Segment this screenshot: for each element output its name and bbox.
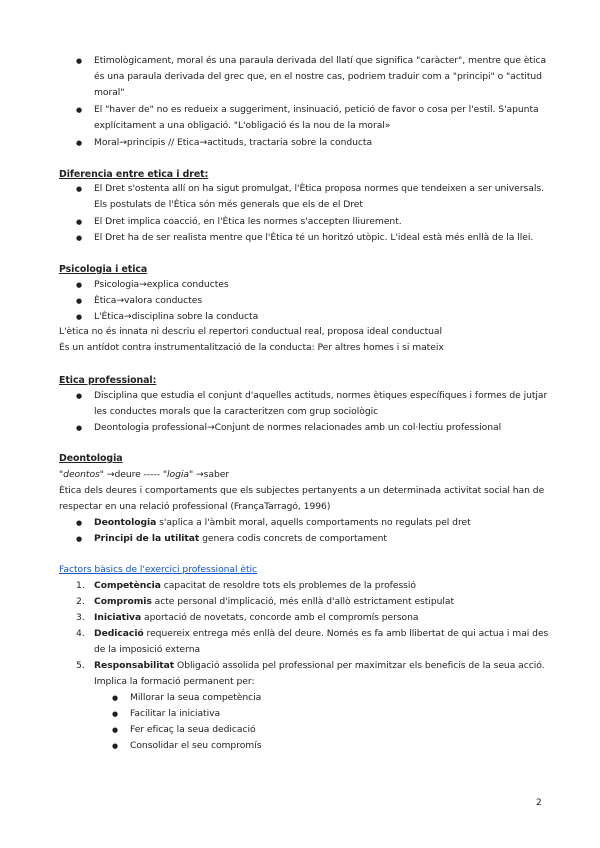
list-item <box>94 660 545 672</box>
bullet-icon: ● <box>76 234 83 242</box>
list-item-continuation: de la imposició externa <box>94 644 201 655</box>
list-number: 5. <box>76 660 85 671</box>
paragraph-line <box>94 517 471 529</box>
list-number: 4. <box>76 628 85 639</box>
etymology-deontos: "deontos" <box>59 469 104 480</box>
list-item-continuation: Implica la formació permanent per: <box>94 676 255 687</box>
bullet-icon: ● <box>76 281 83 289</box>
bullet-icon: ● <box>76 297 83 305</box>
bold-term: Compromis <box>94 596 152 607</box>
paragraph-line: Moral→principis // Etica→actituds, tractaria sobre la conducta <box>94 137 373 148</box>
term-description: aportació de novetats, concorde amb el compromís persona <box>141 612 419 623</box>
list-number: 3. <box>76 612 85 623</box>
paragraph-line: El Dret ha de ser realista mentre que l'Ètica té un horitzó utòpic. L'ideal està més enllà de la llei. <box>94 232 534 243</box>
paragraph-line: respectar en una relació professional (FrançaTarragó, 1996) <box>59 501 331 512</box>
bullet-icon: ● <box>76 424 83 432</box>
paragraph-line: Els postulats de l'Ètica són més generals que els de el Dret <box>94 199 363 210</box>
paragraph-line: El Dret s'ostenta allí on ha sigut promulgat, l'Ètica proposa normes que tendeixen a ser universals. <box>94 183 544 194</box>
bullet-icon: ● <box>76 106 83 114</box>
list-item <box>94 596 454 608</box>
page-number: 2 <box>536 798 542 808</box>
section-heading: Psicologia i etica <box>59 264 148 275</box>
bullet-icon: ● <box>112 694 119 702</box>
paragraph-line: És un antídot contra instrumentalització de la conducta: Per altres homes i si mateix <box>59 342 444 353</box>
paragraph-line: Ètica→valora conductes <box>94 295 203 306</box>
paragraph-line: Disciplina que estudia el conjunt d'aquelles actituds, normes ètiques específiques i formes de jutjar <box>94 390 548 401</box>
bold-term: Competència <box>94 580 161 591</box>
etymology-saber: →saber <box>193 469 230 480</box>
paragraph-line: és una paraula derivada del grec que, en el nostre cas, podriem traduir com a "principi" o "actitud <box>94 71 542 82</box>
sub-list-item: Consolidar el seu compromís <box>130 740 262 751</box>
bullet-icon: ● <box>76 392 83 400</box>
paragraph-line: L'Ètica→disciplina sobre la conducta <box>94 311 259 322</box>
sub-list-item: Fer eficaç la seua dedicació <box>130 724 256 735</box>
bullet-icon: ● <box>112 710 119 718</box>
bullet-icon: ● <box>76 57 83 65</box>
bold-term: Principi de la utilitat <box>94 533 200 544</box>
term-description: capacitat de resoldre tots els problemes de la professió <box>160 580 416 591</box>
bullet-icon: ● <box>76 218 83 226</box>
bullet-icon: ● <box>76 313 83 321</box>
paragraph-line: explícitament a una obligació. "L'obligació és la nou de la moral» <box>94 120 391 131</box>
bullet-icon: ● <box>76 139 83 147</box>
paragraph-line: moral" <box>94 87 125 98</box>
bullet-icon: ● <box>76 185 83 193</box>
bullet-icon: ● <box>112 742 119 750</box>
term-description: genera codis concrets de comportament <box>199 533 387 544</box>
bold-term: Dedicació <box>94 628 144 639</box>
paragraph-line: les conductes morals que la caracteritzen com grup sociològic <box>94 406 379 417</box>
section-heading-link[interactable]: Factors bàsics de l'exercici professional ètic <box>59 564 258 575</box>
list-item <box>94 580 416 592</box>
paragraph-line: El "haver de" no es redueix a suggeriment, insinuació, petició de favor o cosa per l'estil. S'apunta <box>94 104 539 115</box>
term-description: s'aplica a l'àmbit moral, aquells comportaments no regulats pel dret <box>156 517 471 528</box>
bullet-icon: ● <box>76 519 83 527</box>
list-number: 2. <box>76 596 85 607</box>
paragraph-line <box>94 533 387 545</box>
paragraph-line: Ètica dels deures i comportaments que els subjectes pertanyents a un determinada activitat social han de <box>59 485 545 496</box>
section-heading: Etica professional: <box>59 375 157 386</box>
list-item <box>94 628 548 640</box>
bold-term: Deontologia <box>94 517 157 528</box>
term-description: Obligació assolida pel professional per maximitzar els beneficis de la seua acció. <box>174 660 545 671</box>
bold-term: Responsabilitat <box>94 660 175 671</box>
list-item <box>94 612 418 624</box>
etymology-deure: →deure ----- <box>103 469 163 480</box>
etymology-line <box>59 469 229 481</box>
list-number: 1. <box>76 580 85 591</box>
paragraph-line: El Dret implica coacció, en l'Ètica les normes s'accepten lliurement. <box>94 216 402 227</box>
etymology-logia: "logia" <box>162 469 194 480</box>
bullet-icon: ● <box>76 535 83 543</box>
bold-term: Iniciativa <box>94 612 142 623</box>
paragraph-line: L'ètica no és innata ni descriu el repertori conductual real, proposa ideal conductual <box>59 326 442 337</box>
section-heading: Diferencia entre etica i dret: <box>59 169 209 180</box>
sub-list-item: Facilitar la iniciativa <box>130 708 221 719</box>
paragraph-line: Etimològicament, moral és una paraula derivada del llatí que significa "caràcter", mentre que ètica <box>94 55 547 66</box>
bullet-icon: ● <box>112 726 119 734</box>
section-heading: Deontologia <box>59 453 123 464</box>
term-description: acte personal d'implicació, més enllà d'allò estrictament estipulat <box>151 596 455 607</box>
paragraph-line: Psicologia→explica conductes <box>94 279 229 290</box>
sub-list-item: Millorar la seua competència <box>130 692 262 703</box>
term-description: requereix entrega més enllà del deure. Només es fa amb llibertat de qui actua i mai des <box>143 628 549 639</box>
paragraph-line: Deontologia professional→Conjunt de normes relacionades amb un col·lectiu professional <box>94 422 502 433</box>
